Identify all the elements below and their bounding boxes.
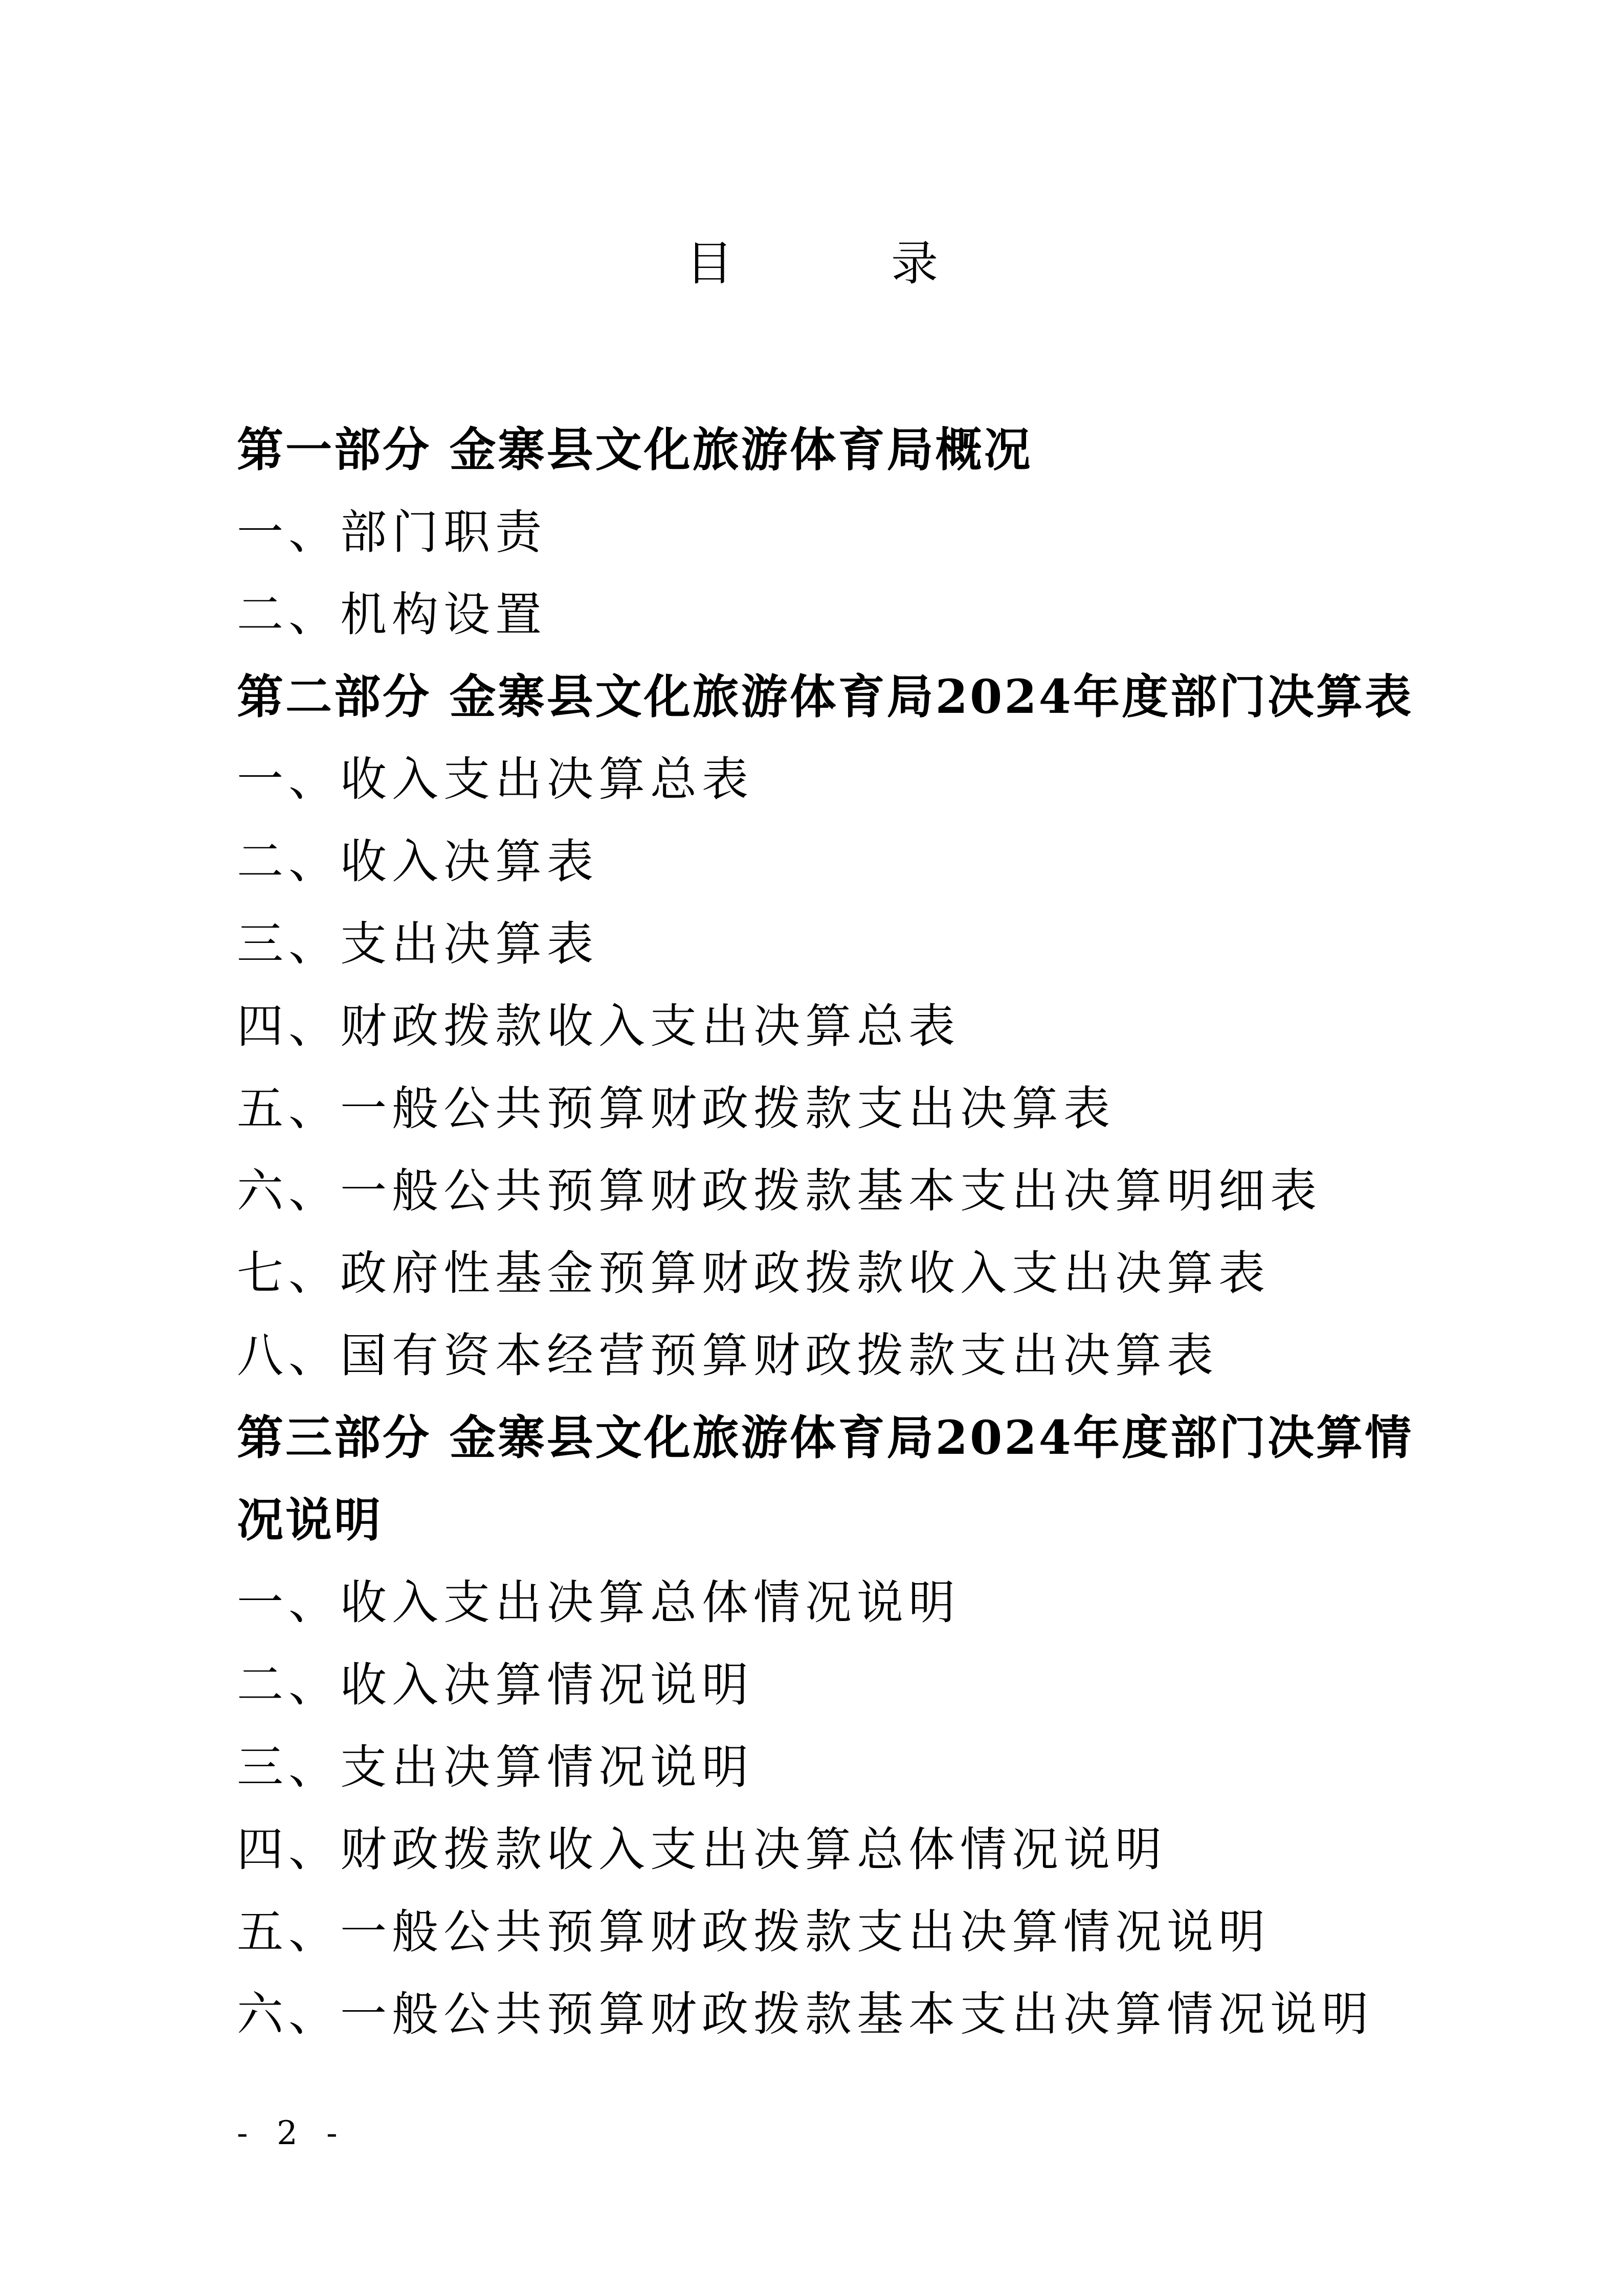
toc-item: 一、收入支出决算总表 (237, 753, 754, 806)
toc-item: 五、一般公共预算财政拨款支出决算情况说明 (237, 1905, 1271, 1959)
toc-part-3: 第三部分 金寨县文化旅游体育局2024年度部门决算情 (237, 1411, 1413, 1465)
toc-item: 六、一般公共预算财政拨款基本支出决算情况说明 (237, 1988, 1374, 2041)
toc-item: 二、收入决算情况说明 (237, 1658, 754, 1712)
toc-item: 四、财政拨款收入支出决算总体情况说明 (237, 1823, 1167, 1877)
toc-item: 七、政府性基金预算财政拨款收入支出决算表 (237, 1247, 1271, 1300)
page-number: - 2 - (237, 2114, 347, 2152)
toc-item: 二、收入决算表 (237, 835, 599, 889)
toc-part-1: 第一部分 金寨县文化旅游体育局概况 (237, 423, 1033, 477)
toc-item: 八、国有资本经营预算财政拨款支出决算表 (237, 1329, 1219, 1383)
toc-part-2: 第二部分 金寨县文化旅游体育局2024年度部门决算表 (237, 670, 1413, 724)
toc-item: 四、财政拨款收入支出决算总表 (237, 1000, 961, 1053)
toc-item: 三、支出决算表 (237, 917, 599, 971)
toc-item: 一、收入支出决算总体情况说明 (237, 1576, 961, 1630)
toc-item: 三、支出决算情况说明 (237, 1741, 754, 1794)
toc-item: 五、一般公共预算财政拨款支出决算表 (237, 1082, 1116, 1136)
toc-item: 二、机构设置 (237, 588, 547, 642)
toc-part-3-continued: 况说明 (237, 1493, 383, 1547)
page-title: 目 录 (685, 236, 1010, 291)
table-of-contents (237, 409, 1413, 2056)
toc-item: 六、一般公共预算财政拨款基本支出决算明细表 (237, 1164, 1322, 1218)
toc-item: 一、部门职责 (237, 506, 547, 559)
